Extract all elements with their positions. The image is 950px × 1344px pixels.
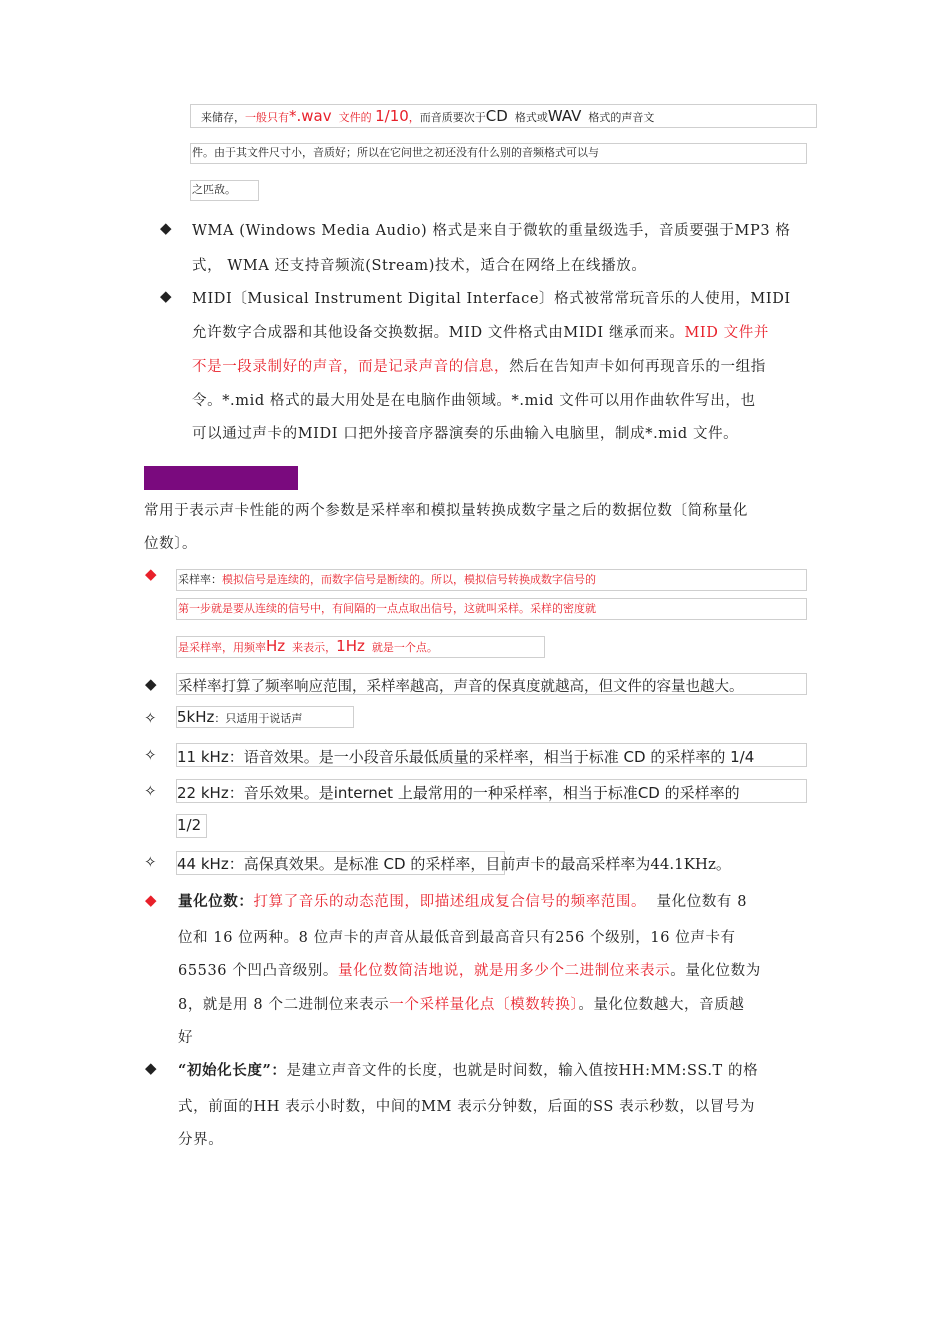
midi-line-1: MIDI〔Musical Instrument Digital Interface〕格式被常常玩音乐的人使用，MIDI bbox=[192, 291, 791, 307]
quant-line-2: 位和 16 位两种。8 位声卡的声音从最低音到最高音只有256 个级别，16 位声卡有 bbox=[178, 930, 736, 946]
intro-line-3: 之匹敌。 bbox=[192, 183, 236, 196]
diamond-bullet-icon: ◆ bbox=[145, 1059, 157, 1077]
quant-line-1: 量化位数：打算了音乐的动态范围，即描述组成复合信号的频率范围。 量化位数有 8 bbox=[178, 893, 748, 910]
diamond-bullet-icon: ◆ bbox=[160, 219, 172, 237]
midi-line-5: 可以通过声卡的MIDI 口把外接音序器演奏的乐曲输入电脑里，制成*.mid 文件。 bbox=[192, 426, 739, 442]
init-length-line-2: 式，前面的HH 表示小时数，中间的MM 表示分钟数，后面的SS 表示秒数，以冒号为 bbox=[178, 1099, 756, 1115]
quant-line-5: 好 bbox=[178, 1030, 194, 1046]
hollow-diamond-bullet-icon: ✧ bbox=[144, 853, 157, 871]
wma-line-2: 式， WMA 还支持音频流(Stream)技术，适合在网络上在线播放。 bbox=[192, 258, 647, 274]
rate-22k-line: 22 kHz：音乐效果。是internet 上最常用的一种采样率，相当于标准CD 的采样率的 bbox=[177, 784, 740, 802]
hollow-diamond-bullet-icon: ✧ bbox=[144, 709, 157, 727]
diamond-bullet-icon: ◆ bbox=[160, 287, 172, 305]
hollow-diamond-bullet-icon: ✧ bbox=[144, 746, 157, 764]
intro-line-2: 件。由于其文件尺寸小，音质好；所以在它问世之初还没有什么别的音频格式可以与 bbox=[192, 146, 599, 159]
red-diamond-bullet-icon: ◆ bbox=[145, 891, 157, 909]
intro-line-1: 来储存，一般只有*.wav 文件的 1/10，而音质要次于CD 格式或WAV 格式的声音文 bbox=[201, 107, 655, 125]
rate-44k-line: 44 kHz：高保真效果。是标准 CD 的采样率，目前声卡的最高采样率为44.1KHz。 bbox=[177, 855, 731, 873]
midi-line-2: 允许数字合成器和其他设备交换数据。MID 文件格式由MIDI 继承而来。MID 文件并 bbox=[192, 325, 769, 341]
wma-line-1: WMA (Windows Media Audio) 格式是来自于微软的重量级选手，音质要强于MP3 格 bbox=[192, 223, 791, 239]
range-line: 采样率打算了频率响应范围，采样率越高，声音的保真度就越高，但文件的容量也越大。 bbox=[178, 679, 744, 695]
section-intro-line-1: 常用于表示声卡性能的两个参数是采样率和模拟量转换成数字量之后的数据位数〔简称量化 bbox=[144, 503, 748, 519]
midi-line-3: 不是一段录制好的声音，而是记录声音的信息，然后在告知声卡如何再现音乐的一组指 bbox=[192, 359, 766, 375]
hollow-diamond-bullet-icon: ✧ bbox=[144, 782, 157, 800]
quant-line-3: 65536 个凹凸音级别。量化位数简洁地说，就是用多少个二进制位来表示。量化位数为 bbox=[178, 963, 761, 979]
sampling-line-2: 第一步就是要从连续的信号中，有间隔的一点点取出信号，这就叫采样。采样的密度就 bbox=[178, 602, 596, 615]
sampling-line-1: 采样率：模拟信号是连续的，而数字信号是断续的。所以，模拟信号转换成数字信号的 bbox=[178, 573, 596, 586]
rate-22k-line-2: 1/2 bbox=[177, 816, 202, 834]
quant-line-4: 8，就是用 8 个二进制位来表示一个采样量化点〔模数转换〕。量化位数越大，音质越 bbox=[178, 997, 745, 1013]
diamond-bullet-icon: ◆ bbox=[145, 675, 157, 693]
init-length-line-3: 分界。 bbox=[178, 1132, 224, 1148]
red-diamond-bullet-icon: ◆ bbox=[145, 565, 157, 583]
section-intro-line-2: 位数〕。 bbox=[144, 536, 198, 552]
rate-11k-line: 11 kHz：语音效果。是一小段音乐最低质量的采样率，相当于标准 CD 的采样率的 1/4 bbox=[177, 748, 755, 766]
rate-5k-line: 5kHz：只适用于说话声 bbox=[177, 708, 303, 726]
init-length-line-1: “初始化长度”：是建立声音文件的长度，也就是时间数，输入值按HH:MM:SS.T 的格 bbox=[178, 1062, 759, 1079]
midi-line-4: 令。*.mid 格式的最大用处是在电脑作曲领域。*.mid 文件可以用作曲软件写出，也 bbox=[192, 393, 756, 409]
section-heading-bar bbox=[144, 466, 298, 490]
sampling-line-3: 是采样率，用频率Hz 来表示，1Hz 就是一个点。 bbox=[178, 637, 438, 655]
